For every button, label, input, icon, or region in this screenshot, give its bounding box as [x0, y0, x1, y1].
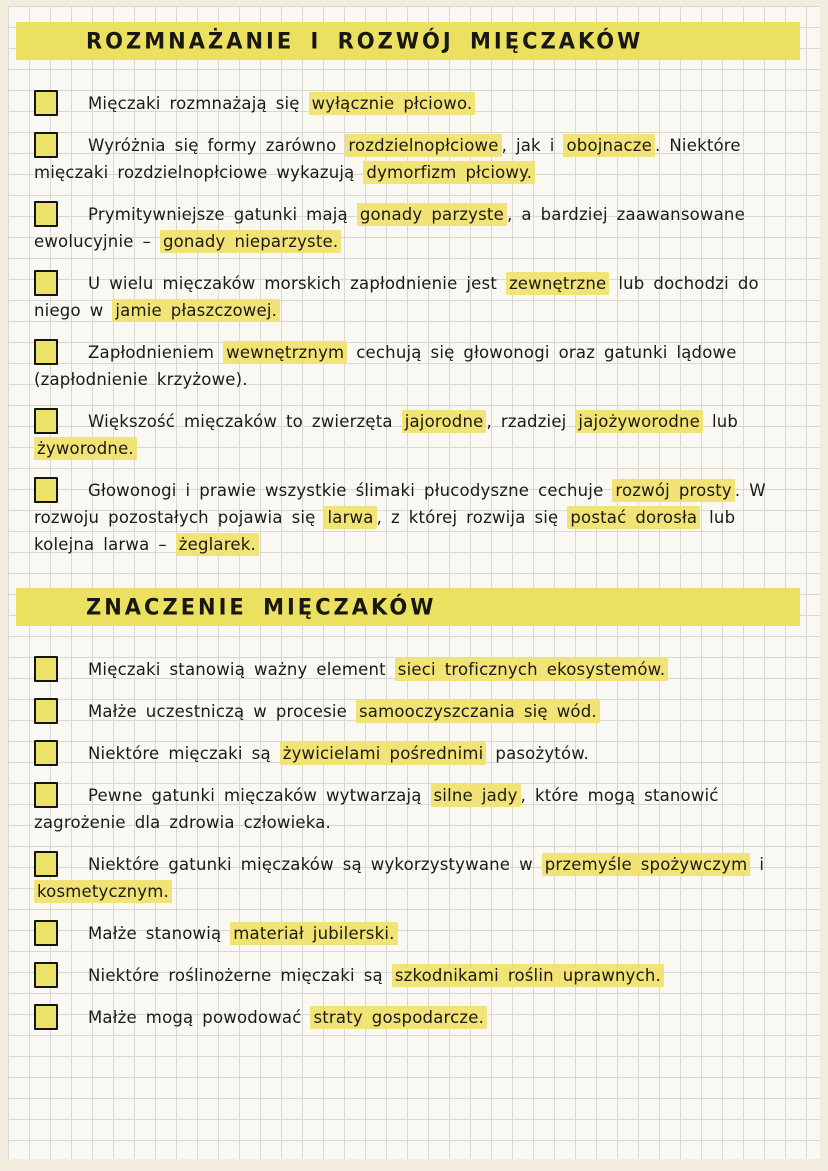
highlighted-text: rozwój prosty: [612, 479, 735, 502]
highlighted-text: wyłącznie płciowo.: [309, 92, 476, 115]
plain-text: Wyróżnia się formy zarówno: [88, 136, 346, 155]
checkbox-icon: [34, 740, 58, 766]
checkbox-icon: [34, 920, 58, 946]
section-importance: [34, 588, 794, 1031]
bullet-list: [34, 626, 794, 1031]
plain-text: . Niektóre mięczaki rozdzielnopłciowe wykazują: [34, 136, 741, 182]
note-text: [34, 134, 741, 184]
checkbox-icon: [34, 962, 58, 988]
checkbox-icon: [34, 132, 58, 158]
plain-text: . W rozwoju pozostałych pojawia się: [34, 481, 766, 527]
highlighted-text: jajożyworodne: [575, 410, 703, 433]
section-title-banner: [16, 588, 800, 626]
note-text: [88, 700, 600, 723]
note-text: [34, 479, 766, 556]
checkbox-icon: [34, 851, 58, 877]
note-text: [88, 742, 589, 765]
note-item: [34, 656, 794, 683]
plain-text: pasożytów.: [486, 744, 589, 763]
checkbox-icon: [34, 1004, 58, 1030]
note-text: [88, 92, 475, 115]
plain-text: Małże mogą powodować: [88, 1008, 311, 1027]
section-title: ZNACZENIE MIĘCZAKÓW: [86, 594, 437, 620]
plain-text: i: [750, 855, 765, 874]
note-item: [34, 408, 794, 462]
note-text: [34, 410, 738, 460]
checkbox-icon: [34, 408, 58, 434]
plain-text: U wielu mięczaków morskich zapłodnienie jest: [88, 274, 506, 293]
plain-text: , z której rozwija się: [376, 508, 568, 527]
highlighted-text: jamie płaszczowej.: [112, 299, 280, 322]
note-item: [34, 132, 794, 186]
note-text: [34, 272, 759, 322]
highlighted-text: sieci troficznych ekosystemów.: [395, 658, 669, 681]
plain-text: Małże uczestniczą w procesie: [88, 702, 356, 721]
highlighted-text: jajorodne: [402, 410, 487, 433]
highlighted-text: żyworodne.: [34, 437, 137, 460]
highlighted-text: kosmetycznym.: [34, 880, 172, 903]
plain-text: Pewne gatunki mięczaków wytwarzają: [88, 786, 431, 805]
note-item: [34, 339, 794, 393]
note-item: [34, 782, 794, 836]
plain-text: , a bardziej zaawansowane ewolucyjnie –: [34, 205, 745, 251]
note-item: [34, 698, 794, 725]
section-title: ROZMNAŻANIE I ROZWÓJ MIĘCZAKÓW: [86, 28, 644, 54]
section-title-banner: [16, 22, 800, 60]
plain-text: Małże stanowią: [88, 924, 231, 943]
highlighted-text: rozdzielnopłciowe: [345, 134, 501, 157]
plain-text: , rzadziej: [486, 412, 576, 431]
checkbox-icon: [34, 270, 58, 296]
highlighted-text: materiał jubilerski.: [230, 922, 397, 945]
plain-text: lub kolejna larwa –: [34, 508, 736, 554]
plain-text: Zapłodnieniem: [88, 343, 224, 362]
note-text: [88, 1006, 487, 1029]
plain-text: cechują się głowonogi oraz gatunki lądowe (zapłodnienie krzyżowe).: [34, 343, 737, 389]
note-item: [34, 201, 794, 255]
note-item: [34, 270, 794, 324]
note-item: [34, 740, 794, 767]
highlighted-text: larwa: [324, 506, 376, 529]
plain-text: , jak i: [501, 136, 564, 155]
highlighted-text: samooczyszczania się wód.: [356, 700, 600, 723]
note-text: [88, 922, 398, 945]
note-text: [88, 964, 664, 987]
note-text: [88, 658, 668, 681]
notebook-page: [8, 6, 820, 1159]
highlighted-text: dymorfizm płciowy.: [363, 161, 535, 184]
section-reproduction: [34, 22, 794, 558]
highlighted-text: wewnętrznym: [223, 341, 347, 364]
note-item: [34, 962, 794, 989]
highlighted-text: gonady parzyste: [357, 203, 507, 226]
note-item: [34, 477, 794, 558]
highlighted-text: postać dorosła: [567, 506, 700, 529]
note-item: [34, 920, 794, 947]
plain-text: lub dochodzi do niego w: [34, 274, 759, 320]
note-item: [34, 851, 794, 905]
checkbox-icon: [34, 698, 58, 724]
plain-text: Niektóre roślinożerne mięczaki są: [88, 966, 392, 985]
note-item: [34, 90, 794, 117]
plain-text: Prymitywniejsze gatunki mają: [88, 205, 357, 224]
highlighted-text: obojnacze: [563, 134, 655, 157]
highlighted-text: szkodnikami roślin uprawnych.: [392, 964, 664, 987]
plain-text: Głowonogi i prawie wszystkie ślimaki płucodyszne cechuje: [88, 481, 613, 500]
checkbox-icon: [34, 782, 58, 808]
checkbox-icon: [34, 201, 58, 227]
checkbox-icon: [34, 477, 58, 503]
highlighted-text: zewnętrzne: [506, 272, 609, 295]
highlighted-text: silne jady: [431, 784, 521, 807]
checkbox-icon: [34, 90, 58, 116]
bullet-list: [34, 60, 794, 558]
highlighted-text: żywicielami pośrednimi: [280, 742, 487, 765]
plain-text: Mięczaki stanowią ważny element: [88, 660, 395, 679]
plain-text: Niektóre gatunki mięczaków są wykorzystywane w: [88, 855, 542, 874]
highlighted-text: gonady nieparzyste.: [160, 230, 341, 253]
plain-text: Niektóre mięczaki są: [88, 744, 280, 763]
highlighted-text: przemyśle spożywczym: [542, 853, 751, 876]
plain-text: , które mogą stanowić zagrożenie dla zdrowia człowieka.: [34, 786, 719, 832]
plain-text: Mięczaki rozmnażają się: [88, 94, 309, 113]
note-text: [34, 203, 745, 253]
note-text: [34, 853, 764, 903]
checkbox-icon: [34, 656, 58, 682]
highlighted-text: straty gospodarcze.: [310, 1006, 487, 1029]
plain-text: lub: [703, 412, 739, 431]
note-text: [34, 341, 737, 389]
note-text: [34, 784, 719, 832]
checkbox-icon: [34, 339, 58, 365]
plain-text: Większość mięczaków to zwierzęta: [88, 412, 402, 431]
note-item: [34, 1004, 794, 1031]
highlighted-text: żeglarek.: [176, 533, 259, 556]
